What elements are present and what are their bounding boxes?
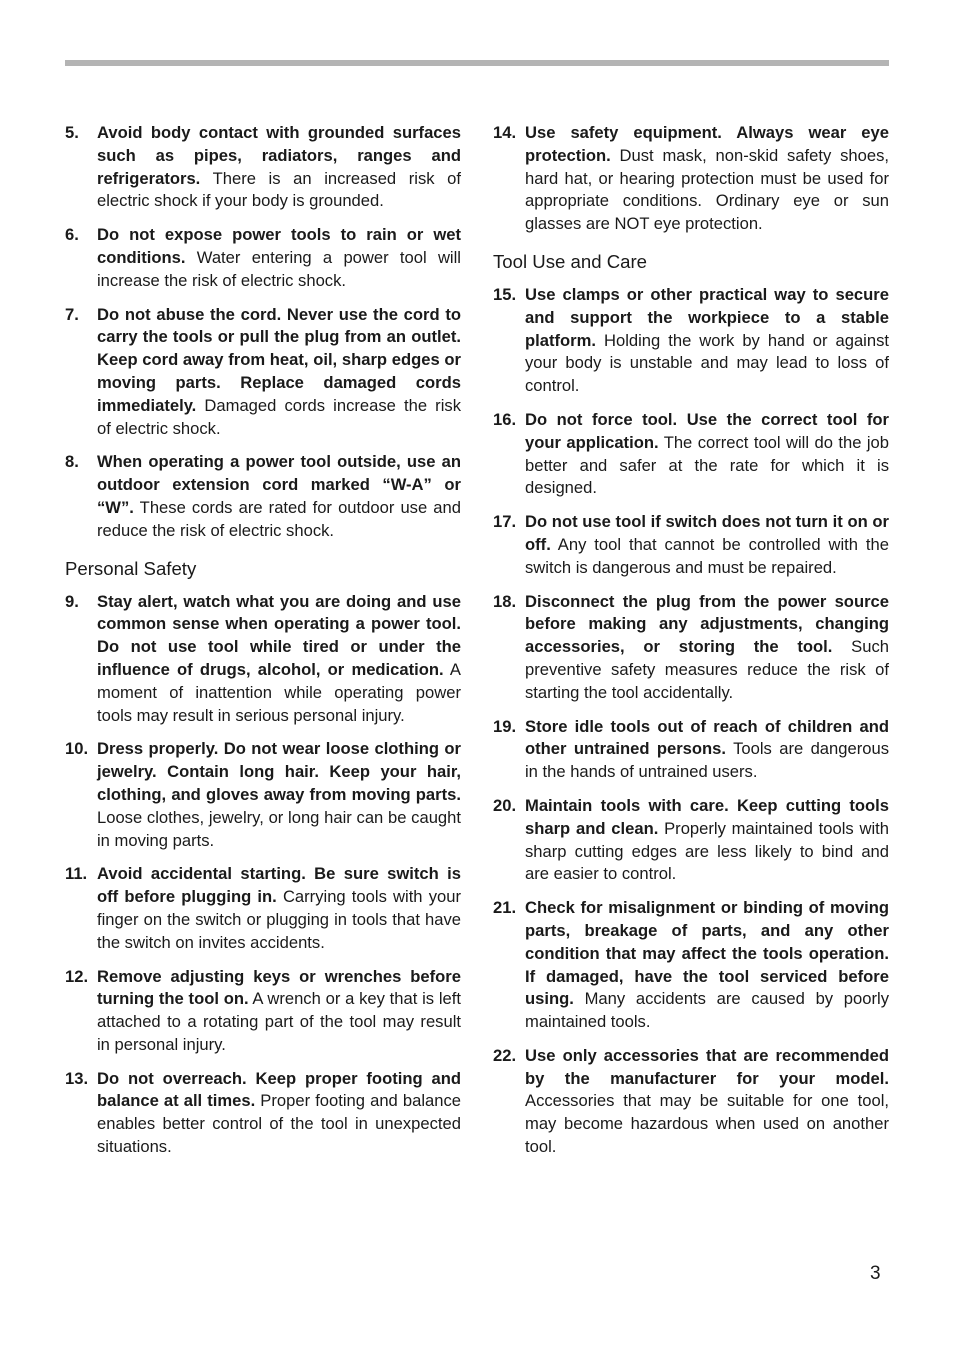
- item-number: 22.: [493, 1045, 517, 1065]
- item-bold-instruction: Avoid body contact with grounded surfaces such as pipes, radiators, ranges and refrigerators.: [97, 123, 461, 188]
- item-explanation: A moment of inattention while operating power tools may result in serious personal injury.: [97, 659, 461, 725]
- item-bold-instruction: Disconnect the plug from the power source before making any adjustments, changing accessories, or storing the tool.: [525, 591, 889, 657]
- section-heading-tool-use-and-care: Tool Use and Care: [493, 250, 647, 272]
- item-number: 18.: [493, 591, 517, 611]
- list-item: [493, 591, 889, 705]
- item-number: 6.: [65, 225, 79, 245]
- item-number: 15.: [493, 284, 517, 304]
- item-bold-instruction: Use safety equipment. Always wear eye protection.: [525, 123, 889, 165]
- list-item: [65, 966, 461, 1057]
- list-item: [493, 409, 889, 500]
- item-bold-instruction: Dress properly. Do not wear loose clothing or jewelry. Contain long hair. Keep your hair, clothing, and gloves away from moving parts.: [97, 739, 461, 804]
- item-text: [97, 738, 461, 852]
- item-explanation: Any tool that cannot be controlled with the switch is dangerous and must be repaired.: [525, 534, 889, 577]
- section-heading-personal-safety: Personal Safety: [65, 557, 197, 579]
- item-number: 19.: [493, 716, 517, 736]
- item-text: [97, 591, 461, 728]
- item-text: [97, 224, 461, 292]
- list-item: [65, 863, 461, 954]
- list-item: [493, 284, 889, 398]
- item-bold-instruction: Do not overreach. Keep proper footing and balance at all times.: [97, 1068, 461, 1111]
- list-item: [493, 1045, 889, 1159]
- item-bold-instruction: Avoid accidental starting. Be sure switch is off before plugging in.: [97, 864, 461, 907]
- item-number: 11.: [65, 864, 88, 884]
- item-explanation: Carrying tools with your finger on the switch or plugging in tools that have the switch on invites accidents.: [97, 887, 461, 952]
- item-explanation: Holding the work by hand or against your body is unstable and may lead to loss of control.: [525, 330, 889, 396]
- right-column: [493, 122, 889, 1170]
- item-text: [525, 409, 889, 500]
- list-item: [65, 224, 461, 292]
- item-number: 21.: [493, 898, 517, 918]
- item-explanation: Accessories that may be suitable for one tool, may become hazardous when used on another tool.: [525, 1091, 889, 1157]
- list-item: [65, 122, 461, 213]
- list-item: [493, 716, 889, 784]
- item-text: [97, 1068, 461, 1159]
- item-number: 20.: [493, 795, 517, 815]
- item-bold-instruction: Maintain tools with care. Keep cutting tools sharp and clean.: [525, 795, 889, 838]
- item-explanation: Such preventive safety measures reduce the risk of starting the tool accidentally.: [525, 637, 889, 702]
- item-explanation: Tools are dangerous in the hands of untrained users.: [525, 739, 889, 782]
- safety-list-equipment: [493, 122, 889, 236]
- item-text: [97, 451, 461, 542]
- item-text: [97, 966, 461, 1057]
- item-number: 12.: [65, 966, 89, 986]
- item-text: [525, 1045, 889, 1159]
- top-rule: [65, 60, 889, 66]
- item-explanation: Water entering a power tool will increase the risk of electric shock.: [97, 247, 461, 290]
- item-bold-instruction: Do not use tool if switch does not turn it on or off.: [525, 512, 889, 554]
- item-text: [525, 716, 889, 784]
- item-number: 9.: [65, 591, 79, 611]
- item-bold-instruction: Stay alert, watch what you are doing and use common sense when operating a power tool. Do not use tool while tired or under the influence of drugs, alcohol, or medication.: [97, 591, 461, 679]
- item-text: [525, 122, 889, 236]
- left-column: [65, 122, 461, 1170]
- item-explanation: Loose clothes, jewelry, or long hair can be caught in moving parts.: [97, 807, 461, 850]
- list-item: [493, 897, 889, 1034]
- list-item: [65, 1068, 461, 1159]
- item-explanation: Properly maintained tools with sharp cutting edges are less likely to bind and are easier to control.: [525, 818, 889, 884]
- item-explanation: Dust mask, non-skid safety shoes, hard hat, or hearing protection must be used for appropriate conditions. Ordinary eye or sun glasses are NOT eye protection.: [525, 145, 889, 234]
- item-number: 5.: [65, 123, 79, 142]
- item-bold-instruction: When operating a power tool outside, use an outdoor extension cord marked “W-A” or “W”.: [97, 452, 461, 517]
- item-bold-instruction: Remove adjusting keys or wrenches before turning the tool on.: [97, 966, 461, 1009]
- list-item: [65, 304, 461, 441]
- list-item: [493, 795, 889, 886]
- list-item: [65, 738, 461, 852]
- item-text: [525, 897, 889, 1034]
- item-explanation: Many accidents are caused by poorly maintained tools.: [525, 989, 889, 1032]
- item-bold-instruction: Do not expose power tools to rain or wet conditions.: [97, 225, 461, 267]
- item-text: [525, 284, 889, 398]
- list-item: [493, 122, 889, 236]
- item-text: [525, 795, 889, 886]
- safety-list-electrical: [65, 122, 461, 543]
- item-explanation: Proper footing and balance enables better control of the tool in unexpected situations.: [97, 1091, 461, 1157]
- item-explanation: Damaged cords increase the risk of electric shock.: [97, 395, 461, 438]
- item-bold-instruction: Use only accessories that are recommended by the manufacturer for your model.: [525, 1045, 889, 1088]
- item-text: [525, 511, 889, 579]
- list-item: [65, 591, 461, 728]
- item-number: 17.: [493, 512, 517, 532]
- item-explanation: There is an increased risk of electric shock if your body is grounded.: [97, 168, 461, 211]
- item-text: [97, 122, 461, 213]
- item-number: 10.: [65, 739, 89, 759]
- item-bold-instruction: Use clamps or other practical way to secure and support the workpiece to a stable platform.: [525, 284, 889, 350]
- list-item: [65, 451, 461, 542]
- list-item: [493, 511, 889, 579]
- item-bold-instruction: Do not abuse the cord. Never use the cord to carry the tools or pull the plug from an outlet. Keep cord away from heat, oil, sharp edges or moving parts. Replace damaged cords immediately.: [97, 304, 461, 415]
- item-number: 7.: [65, 304, 79, 324]
- item-bold-instruction: Store idle tools out of reach of children and other untrained persons.: [525, 716, 889, 759]
- item-text: [525, 591, 889, 705]
- item-number: 13.: [65, 1068, 89, 1088]
- page-number: 3: [870, 1263, 881, 1284]
- item-explanation: The correct tool will do the job better and safer at the rate for which it is designed.: [525, 432, 889, 498]
- item-bold-instruction: Check for misalignment or binding of moving parts, breakage of parts, and any other condition that may affect the tools operation. If damaged, have the tool serviced before using.: [525, 898, 889, 1009]
- item-number: 14.: [493, 123, 517, 142]
- safety-list-personal: [65, 591, 461, 1159]
- item-number: 8.: [65, 452, 79, 472]
- safety-list-tool-use: [493, 284, 889, 1159]
- item-text: [97, 304, 461, 441]
- item-bold-instruction: Do not force tool. Use the correct tool for your application.: [525, 409, 889, 452]
- item-text: [97, 863, 461, 954]
- item-number: 16.: [493, 409, 517, 429]
- item-explanation: These cords are rated for outdoor use and reduce the risk of electric shock.: [97, 497, 461, 540]
- item-explanation: A wrench or a key that is left attached to a rotating part of the tool may result in personal injury.: [97, 989, 461, 1054]
